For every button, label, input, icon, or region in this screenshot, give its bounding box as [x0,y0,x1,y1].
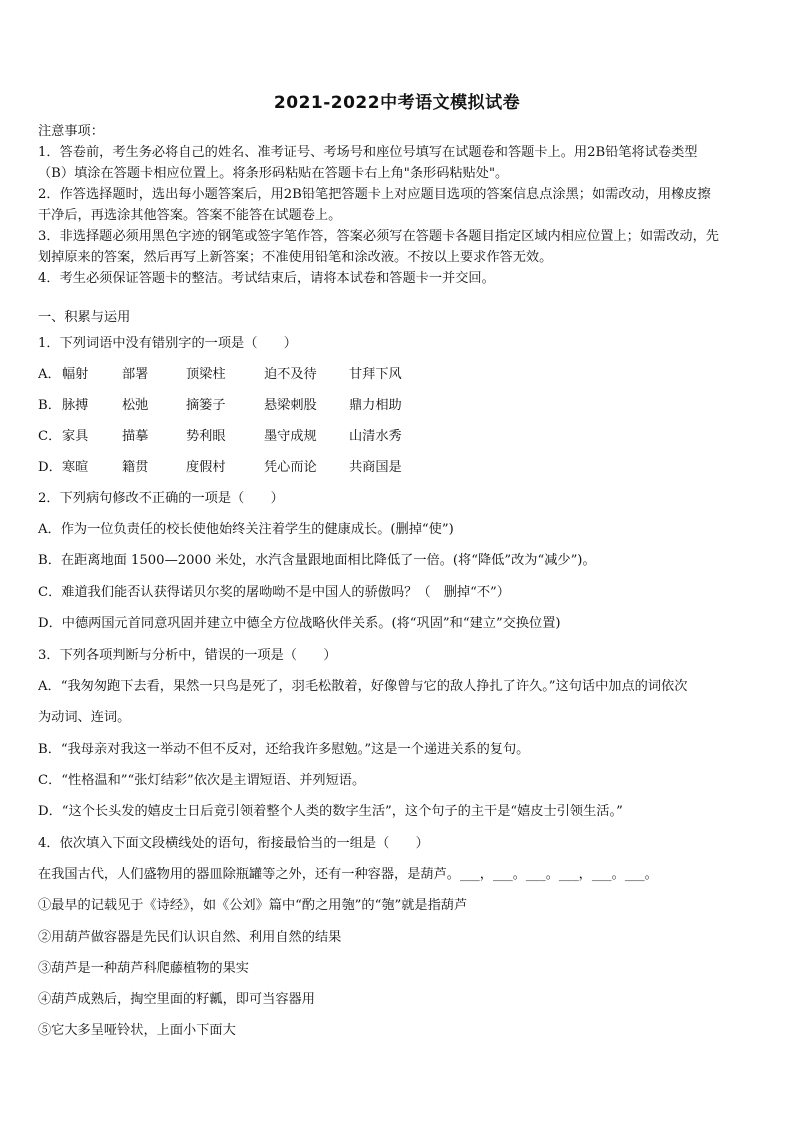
option-word: 墨守成规 [264,429,317,444]
option-word: 凭心而论 [264,460,317,475]
q3-line: B．“我母亲对我这一举动不但不反对，还给我许多慰勉。”这是一个递进关系的复句。 [38,742,530,757]
option-word: 脉搏 [62,398,89,413]
q4-item: ③葫芦是一种葫芦科爬藤植物的果实 [38,961,249,976]
option-word: 幅射 [62,367,89,382]
option-word: 摘篓子 [186,398,226,413]
q4-item: ①最早的记载见于《诗经》，如《公刘》篇中“酌之用匏”的“匏”就是指葫芦 [38,898,468,913]
q2-stem: 2．下列病句修改不正确的一项是（ ） [38,491,284,506]
option-label: D． [38,460,62,475]
q4-item: ⑤它大多呈哑铃状，上面小下面大 [38,1023,236,1038]
option-word: 家具 [62,429,89,444]
notice-line: 2．作答选择题时，选出每小题答案后，用2B铅笔把答题卡上对应题目选项的答案信息点涂黑；如需改动，用橡皮擦 [38,187,711,202]
notice-line: 4．考生必须保证答题卡的整洁。考试结束后，请将本试卷和答题卡一并交回。 [38,271,495,286]
notice-line: 干净后，再选涂其他答案。答案不能答在试题卷上。 [38,208,342,223]
notice-block [38,121,763,289]
option-word: 顶梁柱 [186,367,226,382]
q1-stem: 1．下列词语中没有错别字的一项是（ ） [38,336,297,351]
option-word: 山清水秀 [349,429,402,444]
section-heading: 一、积累与运用 [38,310,131,325]
option-word: 籍贯 [122,460,149,475]
exam-title: 2021-2022中考语文模拟试卷 [273,93,521,113]
option-word: 松弛 [122,398,149,413]
q4-passage: 在我国古代，人们盛物用的器皿除瓶罐等之外，还有一种容器，是葫芦。___，___。___。___，___。___。 [38,867,658,882]
option-word: 部署 [122,367,149,382]
option-word: 迫不及待 [264,367,317,382]
q2-option-c: C．难道我们能否认获得诺贝尔奖的屠呦呦不是中国人的骄傲吗？（ 删掉“不”） [38,585,510,600]
q3-line: A．“我匆匆跑下去看，果然一只鸟是死了，羽毛松散着，好像曾与它的敌人挣扎了许久。”这句话中加点的词依次 [38,679,688,694]
q4-item: ②用葫芦做容器是先民们认识自然、利用自然的结果 [38,930,342,945]
q4-item: ④葫芦成熟后，掏空里面的籽瓤，即可当容器用 [38,992,315,1007]
q1-option-a [38,363,429,382]
q2-option-a: A．作为一位负责任的校长使他始终关注着学生的健康成长。(删掉“使”) [38,522,454,537]
q1-option-b [38,394,429,413]
q2-option-d: D．中德两国元首同意巩固并建立中德全方位战略伙伴关系。(将“巩固”和“建立”交换位置) [38,616,561,631]
option-word: 甘拜下风 [349,367,402,382]
notice-line: 划掉原来的答案，然后再写上新答案；不准使用铅笔和涂改液。不按以上要求作答无效。 [38,250,553,265]
option-word: 共商国是 [349,460,402,475]
q4-stem: 4．依次填入下面文段横线处的语句，衔接最恰当的一组是（ ） [38,836,429,851]
option-word: 寒暄 [62,460,89,475]
q1-option-d [38,456,429,475]
q3-stem: 3．下列各项判断与分析中，错误的一项是（ ） [38,648,337,663]
notice-line: 1．答卷前，考生务必将自己的姓名、准考证号、考场号和座位号填写在试题卷和答题卡上。用2B铅笔将试卷类型 [38,145,698,160]
notice-line: （B）填涂在答题卡相应位置上。将条形码粘贴在答题卡右上角"条形码粘贴处"。 [38,166,509,181]
option-label: B． [38,398,61,413]
option-label: A． [38,367,61,382]
option-word: 势利眼 [186,429,226,444]
q2-option-b: B．在距离地面 1500—2000 米处，水汽含量跟地面相比降低了一倍。(将“降低”改为“减少”)。 [38,553,596,568]
option-word: 悬梁刺股 [264,398,317,413]
q1-option-c [38,425,429,444]
notice-heading: 注意事项： [38,124,104,139]
q3-line: C．“性格温和”“张灯结彩”依次是主谓短语、并列短语。 [38,773,366,788]
option-word: 描摹 [122,429,149,444]
notice-line: 3．非选择题必须用黑色字迹的钢笔或签字笔作答，答案必须写在答题卡各题目指定区域内相应位置上；如需改动，先 [38,229,719,244]
option-label: C． [38,429,62,444]
q3-line: D．“这个长头发的嬉皮士日后竟引领着整个人类的数字生活”，这个句子的主干是“嬉皮士引领生活。” [38,804,623,819]
option-word: 鼎力相助 [349,398,402,413]
q3-line: 为动词、连词。 [38,710,131,725]
option-word: 度假村 [186,460,226,475]
